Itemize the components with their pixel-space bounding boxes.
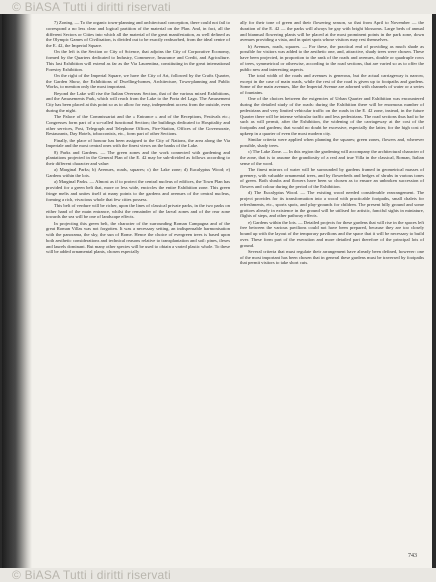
paragraph: Similar criteria were applied when planning the squares; green zones, flowers and, wherever possible, shady trees. — [240, 137, 424, 148]
paragraph: d) The Eucalyptus Wood. — The existing wood needed considerable rearrangement. The project provides for its transformation into a wood with practicable footpaths, small chalets for refreshments, etc., sports spots, and play-grounds for children. The present hilly ground and some grottoes already in existence in the ground will be utilised for artistic, fanciful sights in miniature, flights of steps, and other pathway effects. — [240, 190, 424, 219]
page-number: 743 — [408, 553, 417, 559]
paragraph: The Palace of the Commissariat and the « Entrance » and of the Receptions, Festivals etc.; Congresses form part of a so-called functional Section; the buildings dedicated to Hospitality and other services, Post, Telegraph and Telephone Offices, Fire-Station, Offices of the Governorate, Restaurants, Day Hotels, tobacconists, etc., form part of other Sections. — [46, 114, 230, 137]
paragraph: e) Gardens within the lots. — Detailed projects for these gardens that will rise in the spaces left free between the various pavilions could not have been prepared, because they are too closely bound up with the layout of the temporary pavilions and the space that it will be necessary to build over. These form part of the execution and more detailed part therefore of the principal lots of ground. — [240, 219, 424, 248]
paragraph: Finally, the place of honour has been assigned to the City of Nations, the area along the Via Imperiale and the most central ones with the finest views on the banks of the Lake. — [46, 137, 230, 149]
paragraph: Several criteria that must regulate their arrangement have already been defined, however: one of the most important has been chosen that in general these gardens must be traversed by footpaths that permit visitors to take short cuts. — [240, 248, 424, 266]
paragraph: In projecting this green belt, the character of the surrounding Roman Campagna and of the great Roman Villas was not forgotten. It was a necessary setting, an indispensable harmonisation with the panorama, the sky, the sun of Rome. Hence the choice of evergreen trees is based upon both aesthetic considerations and technical reasons relative to transplantation and soil: pines, ilexes and laurels dominant. But many other species will be used to obtain a varied plastic whole. To these will be added ornamental plants, chosen especially — [46, 220, 230, 255]
watermark-banner-bottom: © BiASA Tutti i diritti riservati — [0, 568, 436, 582]
right-column — [240, 20, 424, 267]
paragraph: 7) Zoning. — To the organic town-planning and architectural conception, there could not fail to correspond a no less clear and logical partition of the material on the Plan. And, in fact, all the different Sectors or Cities into which all the material of the great manifestation, as well defined as the Olympic Games of Civilisation, is divided out to be exactly reabsorbed, from the ideal centre of the E. 42, the Imperial Square. — [46, 20, 230, 48]
paragraph: On the left is the Section or City of Science, that adjoins the City of Corporative Economy, formed by the Quarters dedicated to Industry, Commerce, Insurance and Credit, and Agriculture. This last Exhibition will extend as far as the Via Laurentina, constituting in the great international Forestry Exhibition. — [46, 49, 230, 72]
paragraph: This belt of verdure will be richer, upon the lines of classical private parks, in the two parks on either hand of the main entrance, whilst the remainder of the larval zones and of the rear zone towards the sea will be one of landscape effects. — [46, 202, 230, 220]
paragraph: ally for their tone of green and their flowering season, so that from April to November — the duration of the E. 42 — the parks will always be gay with bright blossoms. Large beds of annual and biannual flowering plants will be placed at the most prominent points in the park zone, down avenues providing a vista, and in quiet spots whose visitors may rest themselves. — [240, 20, 424, 43]
paragraph: The total width of the roads and avenues is generous, but the actual carriageway is narrow, except in the case of main roads, while the rest of the road is given up to footpaths and gardens. Some of the main avenues, like the Imperial Avenue are adorned with channels of water or a series of fountains. — [240, 72, 424, 95]
paragraph: Beyond the Lake will rise the Italian Overseas Section, that of the various mixed Exhibitions, and the Amusements Park, which will reach from the Lake to the Porta del Lago. The Amusement City has been placed at this point so as to allow for easy, independent access from the outside, even during the night. — [46, 90, 230, 113]
left-column — [46, 20, 230, 256]
book-gutter — [2, 0, 32, 582]
watermark-banner-top: © BiASA Tutti i diritti riservati — [0, 0, 436, 14]
paragraph: a) Marginal Parks; b) Avenues, roads, squares; c) the Lake zone; d) Eucalyptus Wood; e) Gardens within the lots. — [46, 167, 230, 178]
paragraph: The finest mirrors of water will be surrounded by gardens framed in geometrical masses of greenery, with valuable ornamental trees, and by flowerbeds and hedges of shrubs in various tones of green. Both shrubs and flowers have been so chosen as to ensure an unbroken succession of flowers and colour during the period of the Exhibition. — [240, 166, 424, 189]
paragraph: c) The Lake Zone. — In this region the gardening will accompany the architectural character of the zone, that is to assume the grandiosity of a real and true Villa in the classical, Roman, Italian sense of the word. — [240, 149, 424, 166]
paragraph: On the right of the Imperial Square, we have the City of Art, followed by the Crafts Quarter, the Garden Show, the Exhibitions of Dwelling-homes, Architecture, Town-planning and Public Works, to mention only the most important. — [46, 72, 230, 90]
book-page — [2, 0, 432, 582]
paragraph: 8) Parks and Gardens. — The green zones and the work connected with gardening and plantations projected in the General Plan of the E. 42 may be sub-divided as follows according to their different character and value: — [46, 149, 230, 166]
paragraph: a) Marginal Parks. — Almost as if to protect the central nucleus of edifices, the Town Plan has provided for a green belt that, more or less wide, encircles the entire Exhibition zone. This green fringe melts and unites itself at many points to the gardens and avenues of the central nucleus, forming a rich, vivacious whole that few cities possess. — [46, 179, 230, 202]
paragraph: b) Avenues, roads, squares. — For these, the practical end of providing as much shade as possible for visitors was added to the aesthetic one, and, attractive, shady trees were chosen. These have been projected, in proportion to the rank of the roads and avenues, double or quadruple rows of trees, symmetrical or otherwise, according to the road sections, that are varied so as to offer the public new and interesting aspects. — [240, 43, 424, 72]
paragraph: One of the choices between the exigencies of Urban Quarter and Exhibition was encountered during the detailed study of the roads: during the Exhibition there will be enormous number of pedestrians and very limited vehicular traffic on the roads in the E. 42 zone, instead, in the future Quarter there will be intense vehicular traffic and less pedestrians. The road sections thus had to be such as will permit, after the Exhibition, the widening of the carriageway at the cost of the footpaths and gardens; that would no doubt be excessive, especially the latter, for the high cost of upkeep in a quarter of even the most modern city. — [240, 96, 424, 136]
